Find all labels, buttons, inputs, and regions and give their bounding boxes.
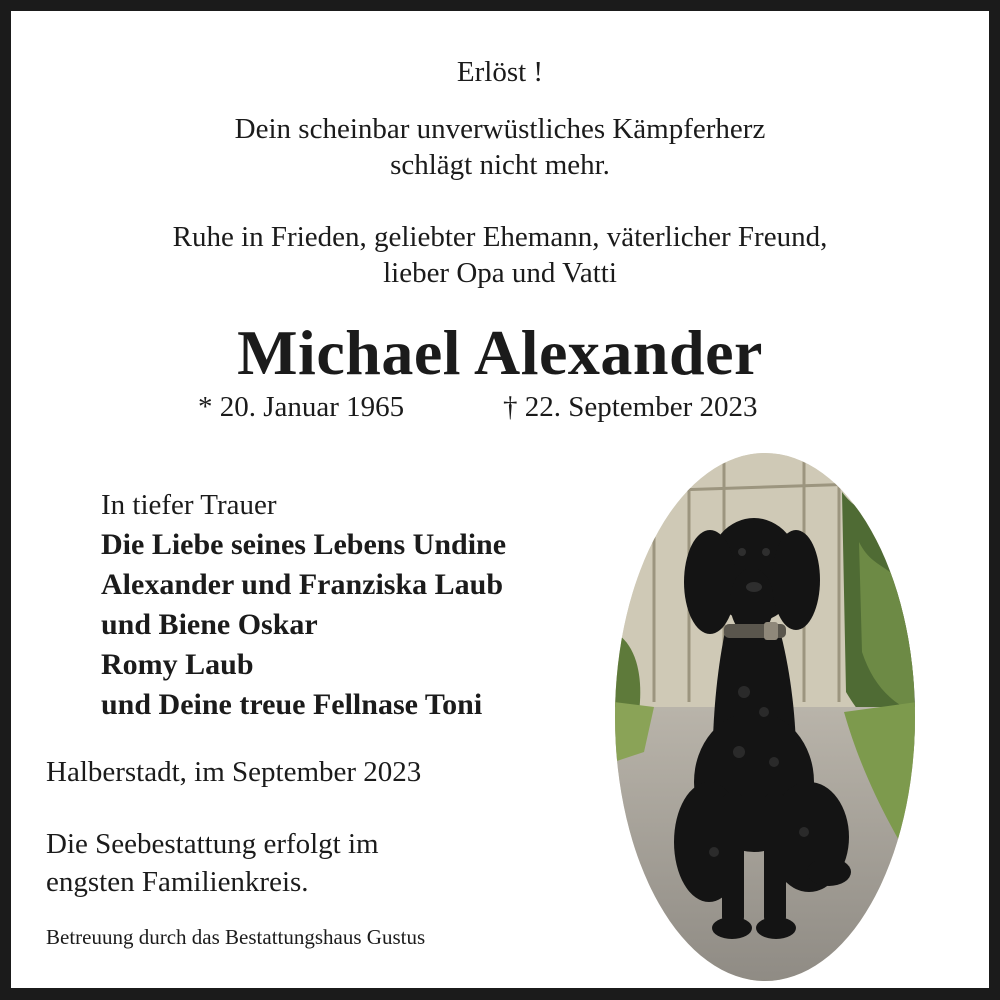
farewell-line-1: Ruhe in Frieden, geliebter Ehemann, väterlicher Freund, xyxy=(172,221,828,253)
mourner-name: und Biene Oskar xyxy=(101,608,318,641)
mourner-name: Romy Laub xyxy=(101,648,254,681)
poodle-illustration xyxy=(614,452,917,982)
mourner-name: Alexander und Franziska Laub xyxy=(101,568,504,601)
mourner-name: Die Liebe seines Lebens Undine xyxy=(101,528,507,561)
mourning-intro: In tiefer Trauer xyxy=(101,489,277,521)
funeral-home-credit: Betreuung durch das Bestattungshaus Gustus xyxy=(46,925,426,949)
verse-line-1: Dein scheinbar unverwüstliches Kämpferherz xyxy=(234,113,766,145)
mourner-names xyxy=(101,525,506,725)
burial-line-1: Die Seebestattung erfolgt im xyxy=(46,828,379,860)
verse-line-2: schlägt nicht mehr. xyxy=(390,149,610,181)
mourner-name: und Deine treue Fellnase Toni xyxy=(101,688,483,721)
intro-exclamation: Erlöst ! xyxy=(456,56,544,88)
birth-date: * 20. Januar 1965 xyxy=(198,391,405,423)
deceased-name: Michael Alexander xyxy=(237,317,763,388)
dog-portrait-photo xyxy=(614,452,917,982)
death-date: † 22. September 2023 xyxy=(503,391,758,423)
burial-line-2: engsten Familienkreis. xyxy=(46,866,309,898)
farewell-line-2: lieber Opa und Vatti xyxy=(383,257,617,289)
place-and-date: Halberstadt, im September 2023 xyxy=(46,756,422,788)
